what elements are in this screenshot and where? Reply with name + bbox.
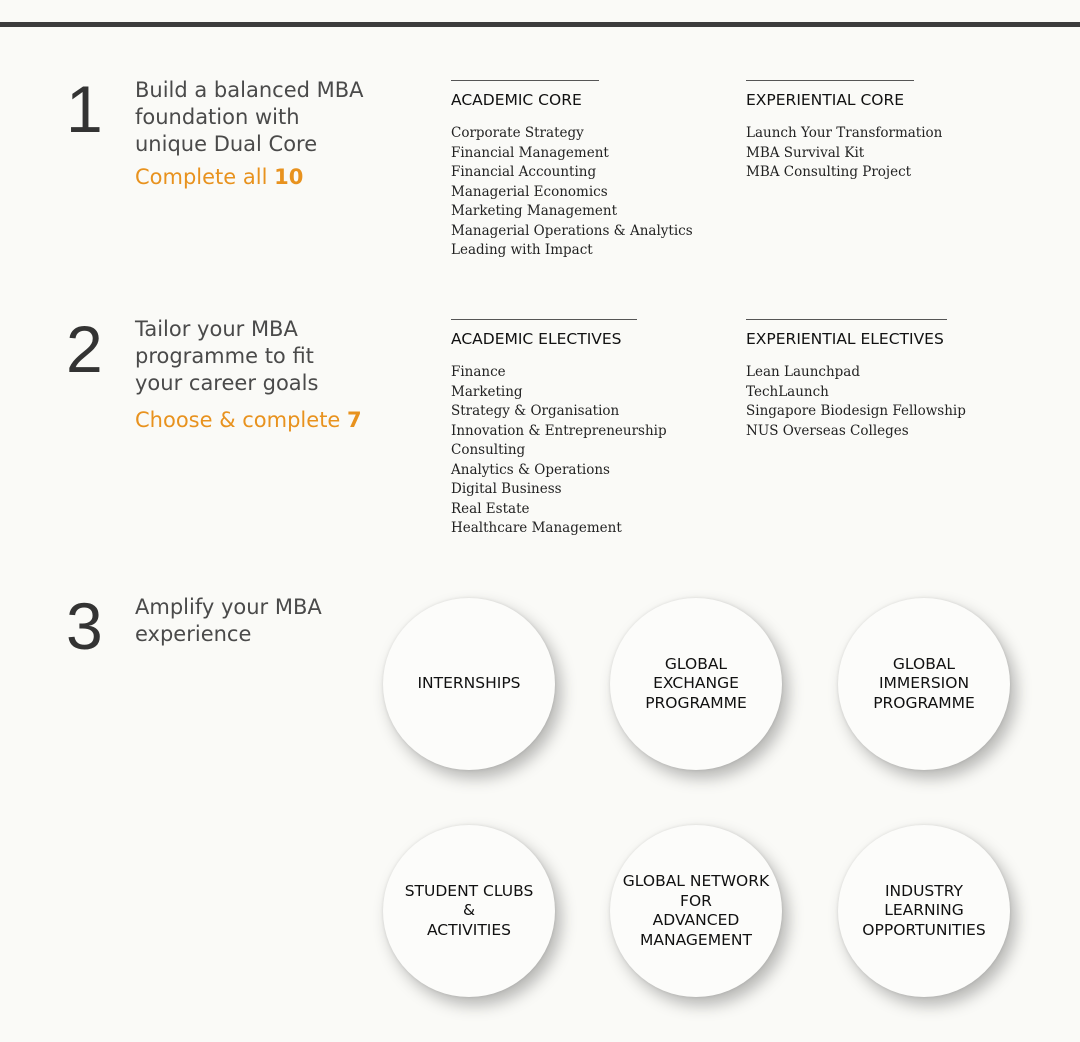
list-item: MBA Consulting Project [746, 164, 912, 180]
list-item: Launch Your Transformation [746, 125, 943, 141]
academic-electives-rule [451, 319, 637, 320]
experiential-core-list [746, 124, 942, 183]
experiential-core-column [746, 80, 942, 183]
list-item: MBA Survival Kit [746, 144, 865, 161]
experience-circle-global-network [610, 825, 782, 997]
step-2-requirement-count: 7 [347, 408, 362, 432]
list-item: Corporate Strategy [451, 125, 584, 141]
list-item: Strategy & Organisation [451, 403, 620, 419]
list-item: Financial Accounting [451, 164, 597, 180]
experience-circle-global-exchange [610, 598, 782, 770]
list-item: Digital Business [451, 481, 562, 497]
experience-label: INDUSTRY LEARNING OPPORTUNITIES [862, 881, 986, 939]
experience-circle-internships [383, 598, 555, 770]
list-item: Lean Launchpad [746, 364, 860, 380]
step-2-requirement [135, 407, 395, 434]
list-item: Marketing [451, 383, 523, 400]
step-2-heading-line: your career goals [135, 371, 319, 395]
step-number-3: 3 [66, 589, 103, 663]
experience-circle-industry-learning [838, 825, 1010, 997]
step-1-heading [135, 77, 395, 191]
academic-core-column [451, 80, 693, 261]
list-item: Singapore Biodesign Fellowship [746, 403, 966, 419]
step-1-requirement [135, 164, 395, 191]
step-1-requirement-count: 10 [274, 165, 304, 189]
experience-label: GLOBAL NETWORK FOR ADVANCED MANAGEMENT [622, 872, 770, 949]
step-3-heading-line: Amplify your MBA [135, 595, 322, 619]
academic-core-rule [451, 80, 599, 81]
list-item: Consulting [451, 442, 526, 458]
experiential-electives-column [746, 319, 966, 441]
step-number-2: 2 [66, 312, 103, 386]
experiential-electives-title: EXPERIENTIAL ELECTIVES [746, 330, 944, 348]
list-item: NUS Overseas Colleges [746, 422, 909, 439]
list-item: Leading with Impact [451, 242, 593, 258]
experience-circle-student-clubs [383, 825, 555, 997]
step-2-heading [135, 316, 395, 434]
experiential-core-rule [746, 80, 914, 81]
step-3-heading-line: experience [135, 622, 252, 646]
top-rule [0, 22, 1080, 27]
experiential-electives-list [746, 363, 966, 441]
step-2-heading-line: programme to fit [135, 344, 314, 368]
experiential-core-title: EXPERIENTIAL CORE [746, 91, 905, 109]
experiential-electives-rule [746, 319, 947, 320]
list-item: Financial Management [451, 144, 609, 161]
step-1-heading-line: unique Dual Core [135, 132, 318, 156]
list-item: TechLaunch [746, 383, 829, 400]
step-2-requirement-text: Choose & complete [135, 408, 348, 432]
step-3-heading [135, 594, 395, 648]
list-item: Finance [451, 364, 506, 380]
step-2-heading-line: Tailor your MBA [135, 317, 298, 341]
list-item: Healthcare Management [451, 520, 622, 536]
experience-label: INTERNSHIPS [417, 674, 521, 693]
academic-electives-title: ACADEMIC ELECTIVES [451, 330, 622, 348]
step-number-1: 1 [66, 72, 103, 146]
experience-label: GLOBAL EXCHANGE PROGRAMME [645, 654, 747, 712]
step-1-heading-line: foundation with [135, 105, 300, 129]
experience-circle-global-immersion [838, 598, 1010, 770]
academic-core-list [451, 124, 693, 261]
list-item: Innovation & Entrepreneurship [451, 422, 667, 439]
list-item: Managerial Operations & Analytics [451, 222, 693, 239]
list-item: Managerial Economics [451, 183, 608, 200]
academic-electives-list [451, 363, 667, 539]
list-item: Analytics & Operations [451, 461, 610, 478]
experience-label: STUDENT CLUBS & ACTIVITIES [404, 881, 534, 939]
list-item: Real Estate [451, 500, 530, 517]
list-item: Marketing Management [451, 203, 618, 219]
experience-label: GLOBAL IMMERSION PROGRAMME [873, 654, 975, 712]
step-1-heading-line: Build a balanced MBA [135, 78, 364, 102]
step-1-requirement-text: Complete all [135, 165, 275, 189]
academic-electives-column [451, 319, 667, 539]
academic-core-title: ACADEMIC CORE [451, 91, 582, 109]
